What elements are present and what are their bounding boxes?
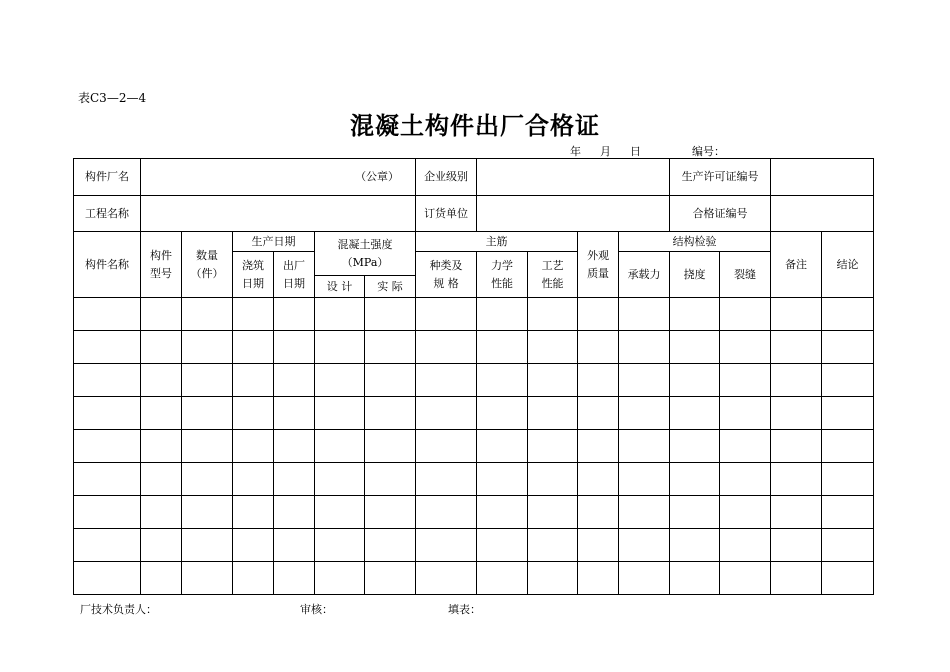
entry-cell[interactable] (182, 562, 233, 595)
entry-cell[interactable] (670, 397, 720, 430)
entry-cell[interactable] (720, 562, 771, 595)
col-conclusion: 结论 (822, 232, 874, 298)
entry-cell[interactable] (74, 397, 141, 430)
entry-cell[interactable] (477, 397, 528, 430)
entry-cell[interactable] (528, 397, 578, 430)
entry-cell[interactable] (528, 496, 578, 529)
col-actual: 实 际 (365, 276, 416, 298)
entry-cell[interactable] (578, 298, 619, 331)
entry-cell[interactable] (182, 496, 233, 529)
entry-cell[interactable] (182, 430, 233, 463)
form-code: 表C3—2—4 (78, 91, 147, 105)
entry-cell[interactable] (720, 364, 771, 397)
entry-cell[interactable] (528, 562, 578, 595)
entry-cell[interactable] (365, 364, 416, 397)
entry-cell[interactable] (771, 397, 822, 430)
entry-cell[interactable] (578, 430, 619, 463)
entry-cell[interactable] (619, 430, 670, 463)
date-line (570, 143, 725, 159)
entry-cell[interactable] (274, 364, 315, 397)
entry-cell[interactable] (771, 463, 822, 496)
entry-cell[interactable] (182, 331, 233, 364)
entry-cell[interactable] (365, 331, 416, 364)
entry-cell[interactable] (477, 331, 528, 364)
entry-cell[interactable] (578, 331, 619, 364)
entry-cell[interactable] (619, 331, 670, 364)
entry-cell[interactable] (141, 562, 182, 595)
col-out-date: 出厂 日期 (274, 252, 315, 298)
entry-cell[interactable] (670, 430, 720, 463)
entry-cell[interactable] (670, 364, 720, 397)
entry-cell[interactable] (141, 463, 182, 496)
entry-cell[interactable] (822, 562, 874, 595)
entry-cell[interactable] (578, 397, 619, 430)
entry-cell[interactable] (416, 430, 477, 463)
entry-cell[interactable] (578, 562, 619, 595)
entry-cell[interactable] (315, 529, 365, 562)
entry-cell[interactable] (233, 397, 274, 430)
entry-cell[interactable] (771, 529, 822, 562)
entry-cell[interactable] (477, 430, 528, 463)
entry-cell[interactable] (771, 331, 822, 364)
entry-cell[interactable] (315, 430, 365, 463)
entry-cell[interactable] (274, 331, 315, 364)
entry-cell[interactable] (578, 364, 619, 397)
date-day: 日 (630, 145, 641, 158)
entry-cell[interactable] (274, 562, 315, 595)
entry-cell[interactable] (74, 430, 141, 463)
entry-cell[interactable] (619, 496, 670, 529)
col-type-spec: 种类及 规 格 (416, 252, 477, 298)
entry-cell[interactable] (670, 331, 720, 364)
entry-cell[interactable] (274, 529, 315, 562)
license-no-field[interactable] (771, 159, 874, 196)
entry-cell[interactable] (233, 298, 274, 331)
col-capacity: 承载力 (619, 252, 670, 298)
entry-cell[interactable] (477, 463, 528, 496)
entry-cell[interactable] (528, 529, 578, 562)
entry-cell[interactable] (365, 397, 416, 430)
project-name-label: 工程名称 (74, 196, 141, 232)
entry-cell[interactable] (315, 562, 365, 595)
col-production-date: 生产日期 (233, 232, 315, 252)
entry-cell[interactable] (477, 298, 528, 331)
col-remarks: 备注 (771, 232, 822, 298)
entry-cell[interactable] (416, 331, 477, 364)
entry-cell[interactable] (233, 364, 274, 397)
entry-cell[interactable] (822, 397, 874, 430)
col-mechanical: 力学 性能 (477, 252, 528, 298)
entry-cell[interactable] (315, 298, 365, 331)
entry-cell[interactable] (822, 430, 874, 463)
entry-cell[interactable] (528, 430, 578, 463)
col-component-name: 构件名称 (74, 232, 141, 298)
entry-cell[interactable] (365, 562, 416, 595)
entry-cell[interactable] (233, 529, 274, 562)
entry-cell[interactable] (619, 364, 670, 397)
entry-cell[interactable] (416, 562, 477, 595)
col-concrete-strength: 混凝土强度 （MPa） (315, 232, 416, 276)
certificate-no-label: 合格证编号 (670, 196, 771, 232)
entry-cell[interactable] (141, 529, 182, 562)
entry-cell[interactable] (720, 430, 771, 463)
entry-cell[interactable] (315, 364, 365, 397)
data-rows (74, 298, 874, 595)
table-row (74, 496, 874, 529)
date-month: 月 (600, 145, 611, 158)
entry-cell[interactable] (771, 298, 822, 331)
col-main-rebar: 主筋 (416, 232, 578, 252)
entry-cell[interactable] (274, 430, 315, 463)
ordering-unit-label: 订货单位 (416, 196, 477, 232)
entry-cell[interactable] (578, 496, 619, 529)
table-row (74, 331, 874, 364)
entry-cell[interactable] (141, 331, 182, 364)
entry-cell[interactable] (141, 298, 182, 331)
enterprise-grade-field[interactable] (477, 159, 670, 196)
manufacturer-label: 构件厂名 (74, 159, 141, 196)
entry-cell[interactable] (771, 496, 822, 529)
certificate-table (73, 158, 874, 595)
entry-cell[interactable] (619, 463, 670, 496)
col-crack: 裂缝 (720, 252, 771, 298)
tech-head-label: 厂技术负责人： (80, 603, 157, 616)
col-design: 设 计 (315, 276, 365, 298)
entry-cell[interactable] (141, 430, 182, 463)
entry-cell[interactable] (315, 397, 365, 430)
entry-cell[interactable] (416, 496, 477, 529)
entry-cell[interactable] (233, 430, 274, 463)
entry-cell[interactable] (720, 331, 771, 364)
col-process: 工艺 性能 (528, 252, 578, 298)
table-row (74, 397, 874, 430)
entry-cell[interactable] (477, 529, 528, 562)
fill-label: 填表： (448, 603, 481, 616)
entry-cell[interactable] (477, 562, 528, 595)
entry-cell[interactable] (141, 496, 182, 529)
entry-cell[interactable] (670, 529, 720, 562)
entry-cell[interactable] (822, 298, 874, 331)
entry-cell[interactable] (528, 298, 578, 331)
entry-cell[interactable] (274, 397, 315, 430)
enterprise-grade-label: 企业级别 (416, 159, 477, 196)
entry-cell[interactable] (720, 529, 771, 562)
entry-cell[interactable] (619, 562, 670, 595)
entry-cell[interactable] (416, 364, 477, 397)
entry-cell[interactable] (233, 496, 274, 529)
entry-cell[interactable] (182, 364, 233, 397)
entry-cell[interactable] (365, 430, 416, 463)
entry-cell[interactable] (416, 298, 477, 331)
entry-cell[interactable] (670, 496, 720, 529)
entry-cell[interactable] (619, 397, 670, 430)
seal-label: （公章） (355, 170, 400, 183)
entry-cell[interactable] (670, 298, 720, 331)
entry-cell[interactable] (315, 496, 365, 529)
entry-cell[interactable] (141, 364, 182, 397)
entry-cell[interactable] (182, 529, 233, 562)
review-label: 审核： (300, 603, 333, 616)
entry-cell[interactable] (822, 529, 874, 562)
entry-cell[interactable] (578, 529, 619, 562)
col-pour-date: 浇筑 日期 (233, 252, 274, 298)
entry-cell[interactable] (822, 331, 874, 364)
entry-cell[interactable] (528, 463, 578, 496)
entry-cell[interactable] (365, 496, 416, 529)
table-row (74, 463, 874, 496)
entry-cell[interactable] (416, 397, 477, 430)
entry-cell[interactable] (365, 529, 416, 562)
entry-cell[interactable] (822, 364, 874, 397)
certificate-no-field[interactable] (771, 196, 874, 232)
entry-cell[interactable] (619, 529, 670, 562)
entry-cell[interactable] (528, 364, 578, 397)
manufacturer-field[interactable] (141, 159, 416, 196)
entry-cell[interactable] (578, 463, 619, 496)
entry-cell[interactable] (233, 562, 274, 595)
entry-cell[interactable] (670, 463, 720, 496)
entry-cell[interactable] (141, 397, 182, 430)
entry-cell[interactable] (365, 463, 416, 496)
entry-cell[interactable] (416, 463, 477, 496)
ordering-unit-field[interactable] (477, 196, 670, 232)
entry-cell[interactable] (182, 298, 233, 331)
entry-cell[interactable] (822, 463, 874, 496)
entry-cell[interactable] (720, 496, 771, 529)
entry-cell[interactable] (416, 529, 477, 562)
table-row (74, 562, 874, 595)
entry-cell[interactable] (274, 496, 315, 529)
col-deflection: 挠度 (670, 252, 720, 298)
entry-cell[interactable] (74, 463, 141, 496)
entry-cell[interactable] (182, 397, 233, 430)
entry-cell[interactable] (771, 364, 822, 397)
entry-cell[interactable] (822, 496, 874, 529)
entry-cell[interactable] (315, 463, 365, 496)
entry-cell[interactable] (74, 331, 141, 364)
project-name-field[interactable] (141, 196, 416, 232)
form-title: 混凝土构件出厂合格证 (350, 111, 600, 140)
entry-cell[interactable] (771, 430, 822, 463)
entry-cell[interactable] (274, 463, 315, 496)
table-row (74, 430, 874, 463)
col-structure-test: 结构检验 (619, 232, 771, 252)
entry-cell[interactable] (74, 364, 141, 397)
entry-cell[interactable] (74, 298, 141, 331)
entry-cell[interactable] (233, 463, 274, 496)
entry-cell[interactable] (477, 364, 528, 397)
entry-cell[interactable] (74, 529, 141, 562)
entry-cell[interactable] (477, 496, 528, 529)
entry-cell[interactable] (720, 397, 771, 430)
number-label: 编号： (692, 145, 725, 158)
entry-cell[interactable] (720, 463, 771, 496)
entry-cell[interactable] (315, 331, 365, 364)
entry-cell[interactable] (274, 298, 315, 331)
table-row (74, 364, 874, 397)
col-model: 构件 型号 (141, 232, 182, 298)
entry-cell[interactable] (720, 298, 771, 331)
entry-cell[interactable] (619, 298, 670, 331)
entry-cell[interactable] (528, 331, 578, 364)
entry-cell[interactable] (771, 562, 822, 595)
entry-cell[interactable] (74, 562, 141, 595)
table-row (74, 298, 874, 331)
entry-cell[interactable] (670, 562, 720, 595)
table-row (74, 529, 874, 562)
entry-cell[interactable] (365, 298, 416, 331)
license-no-label: 生产许可证编号 (670, 159, 771, 196)
col-quantity: 数量 （件） (182, 232, 233, 298)
date-year: 年 (570, 145, 581, 158)
entry-cell[interactable] (233, 331, 274, 364)
entry-cell[interactable] (182, 463, 233, 496)
entry-cell[interactable] (74, 496, 141, 529)
col-appearance: 外观 质量 (578, 232, 619, 298)
